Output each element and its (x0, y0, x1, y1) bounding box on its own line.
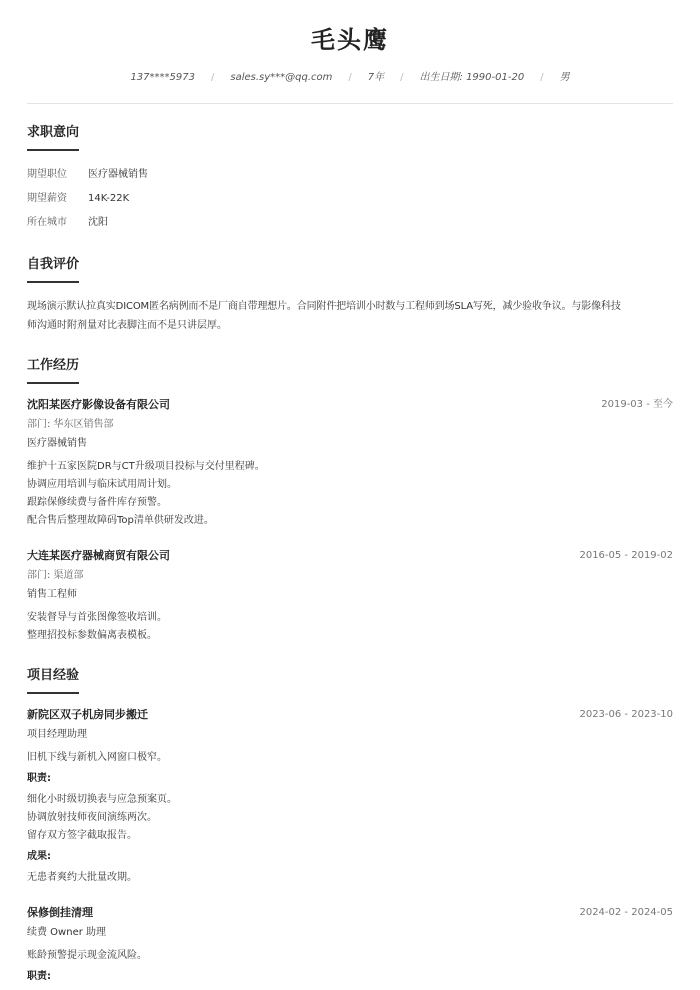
project-name: 新院区双子机房同步搬迁 (27, 708, 148, 721)
duty-item: 细化小时级切换表与应急预案页。 (27, 794, 177, 805)
intent-row-city (27, 216, 108, 230)
section-title: 项目经验 (27, 666, 79, 694)
section-title: 自我评价 (27, 255, 79, 283)
job-intent-section (27, 123, 673, 233)
gender: 男 (559, 72, 570, 83)
project-dates: 2024-02 - 2024-05 (579, 907, 673, 918)
contact-separator: / (348, 72, 352, 83)
project-dates: 2023-06 - 2023-10 (579, 709, 673, 720)
company-name: 沈阳某医疗影像设备有限公司 (27, 398, 170, 411)
phone-number: 137****5973 (130, 72, 195, 83)
intent-key: 期望职位 (27, 169, 67, 180)
job-header (27, 397, 673, 413)
self-evaluation-section (27, 255, 673, 335)
job-role: 医疗器械销售 (27, 438, 87, 449)
job-role: 销售工程师 (27, 589, 77, 600)
contact-bar (0, 70, 700, 86)
section-title: 工作经历 (27, 356, 79, 384)
paragraph-line: 师沟通时附剂量对比表脚注而不是只讲层厚。 (27, 320, 227, 331)
project-name: 保修倒挂清理 (27, 906, 93, 919)
candidate-name: 毛头鹰 (311, 26, 389, 54)
intent-value: 沈阳 (88, 217, 108, 228)
intent-row-salary (27, 192, 129, 206)
company-name: 大连某医疗器械商贸有限公司 (27, 549, 170, 562)
intent-value: 医疗器械销售 (88, 169, 148, 180)
project-description: 账龄预警提示现金流风险。 (27, 950, 147, 961)
job-bullet: 协调应用培训与临床试用周计划。 (27, 479, 177, 490)
job-bullet: 整理招投标参数偏离表模板。 (27, 630, 157, 641)
project-header (27, 707, 673, 723)
job-bullet: 安装督导与首张图像签收培训。 (27, 612, 167, 623)
duty-label: 职责: (27, 773, 51, 784)
self-evaluation-text (27, 297, 673, 335)
duty-label: 职责: (27, 971, 51, 982)
contact-separator: / (400, 72, 404, 83)
paragraph-line: 现场演示默认拉真实DICOM匿名病例而不是厂商自带理想片。合同附件把培训小时数与工程师到场SLA写死，减少验收争议。与影像科技 (27, 301, 621, 312)
job-header (27, 548, 673, 564)
job-bullet: 跟踪保修续费与备件库存预警。 (27, 497, 167, 508)
header-divider (27, 103, 673, 104)
duty-item: 协调放射技师夜间演练两次。 (27, 812, 157, 823)
duty-item: 留存双方签字截取报告。 (27, 830, 137, 841)
job-bullet: 维护十五家医院DR与CT升级项目投标与交付里程碑。 (27, 461, 265, 472)
project-role: 项目经理助理 (27, 729, 87, 740)
project-description: 旧机下线与新机入网窗口极窄。 (27, 752, 167, 763)
contact-separator: / (210, 72, 215, 83)
section-title: 求职意向 (27, 123, 79, 151)
intent-row-position (27, 168, 148, 182)
result-label: 成果: (27, 851, 51, 862)
contact-separator: / (540, 72, 544, 83)
project-header (27, 905, 673, 921)
job-department: 部门: 渠道部 (27, 570, 84, 581)
birth-date: 出生日期: 1990-01-20 (419, 72, 525, 83)
years-experience: 7年 (367, 72, 385, 83)
email-address: sales.sy***@qq.com (230, 72, 333, 83)
job-dates: 2016-05 - 2019-02 (579, 550, 673, 561)
result-item: 无患者爽约大批量改期。 (27, 872, 137, 883)
intent-value: 14K-22K (88, 193, 130, 204)
work-experience-section (27, 356, 673, 646)
job-dates: 2019-03 - 至今 (601, 399, 673, 410)
project-role: 续费 Owner 助理 (27, 927, 107, 938)
intent-key: 期望薪资 (27, 193, 67, 204)
job-bullet: 配合售后整理故障码Top清单供研发改进。 (27, 515, 214, 526)
project-experience-section (27, 666, 673, 986)
job-department: 部门: 华东区销售部 (27, 419, 114, 430)
intent-key: 所在城市 (27, 217, 67, 228)
